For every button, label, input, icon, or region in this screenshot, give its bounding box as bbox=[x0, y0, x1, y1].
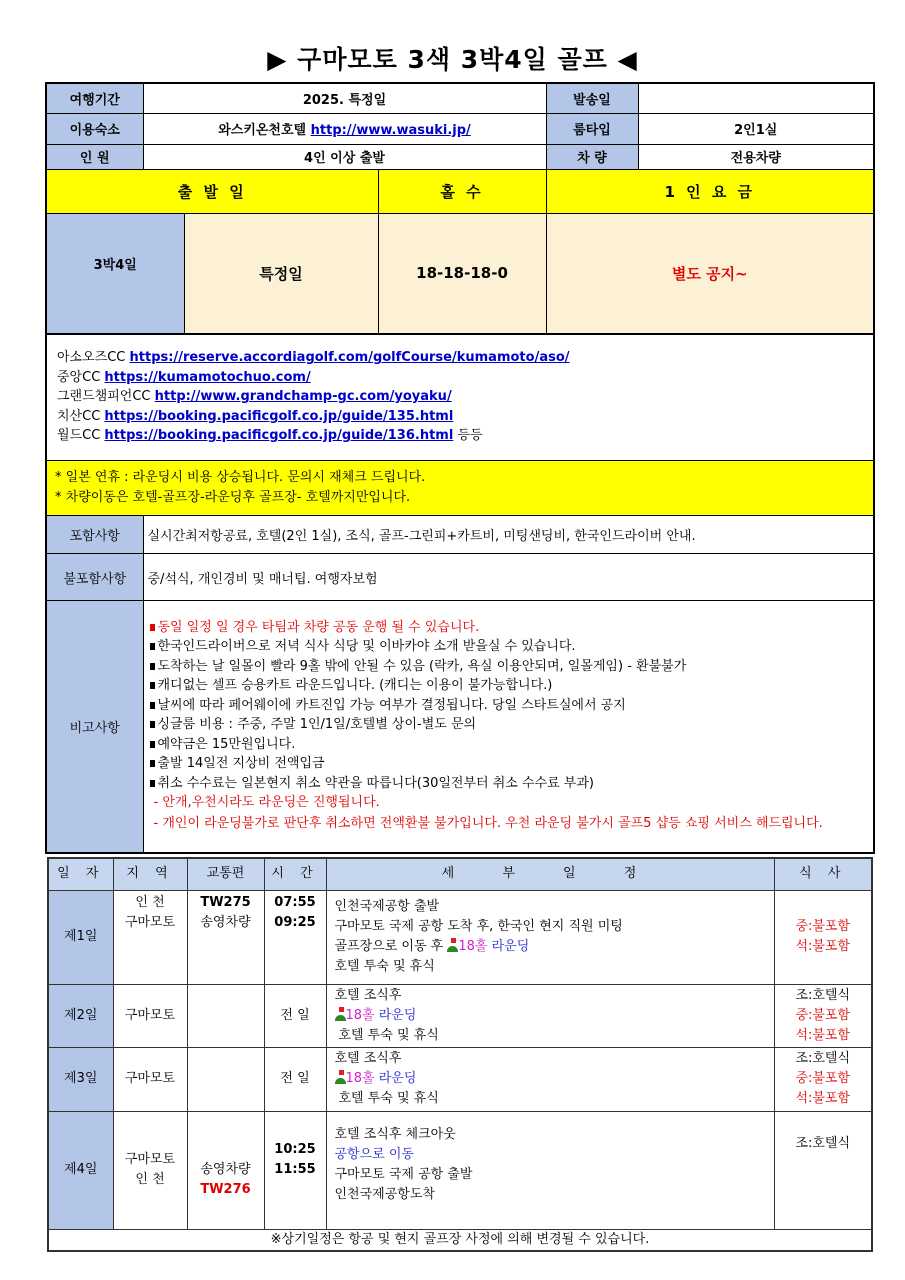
detail: 호텔 조식후 18홀 라운딩 호텔 투숙 및 휴식 bbox=[326, 984, 774, 1047]
remark-item: 캐디없는 셀프 승용카트 라운드입니다. (캐디는 이용이 불가능합니다.) bbox=[150, 676, 870, 696]
detail: 인천국제공항 출발 구마모토 국제 공항 도착 후, 한국인 현지 직원 미팅 골프장으로 이동 후 18홀 라운딩 호텔 투숙 및 휴식 bbox=[326, 890, 774, 984]
meals: 조:호텔식 중:불포함 석:불포함 bbox=[774, 984, 872, 1047]
page-title: ▶ 구마모토 3색 3박4일 골프 ◀ bbox=[267, 45, 638, 74]
schedule-row bbox=[48, 1047, 872, 1111]
schedule-row bbox=[48, 984, 872, 1047]
region: 인 천 구마모토 bbox=[113, 890, 187, 984]
transport: 송영차량 TW276 bbox=[187, 1111, 264, 1229]
holes-value: 18-18-18-0 bbox=[378, 214, 546, 334]
info-table bbox=[45, 82, 875, 171]
region: 구마모토 bbox=[113, 1047, 187, 1111]
course-link[interactable]: https://kumamotochuo.com/ bbox=[104, 369, 311, 385]
time: 전 일 bbox=[264, 984, 326, 1047]
send-value bbox=[638, 83, 874, 113]
header-transport: 교통편 bbox=[187, 858, 264, 890]
course-item: 중앙CC https://kumamotochuo.com/ bbox=[57, 369, 311, 385]
remarks-label: 비고사항 bbox=[46, 601, 143, 853]
details-table bbox=[45, 333, 875, 854]
remark-item: 동일 일정 일 경우 타팀과 차량 공동 운행 될 수 있습니다. bbox=[150, 618, 870, 638]
header-time: 시 간 bbox=[264, 858, 326, 890]
course-link[interactable]: http://www.grandchamp-gc.com/yoyaku/ bbox=[154, 389, 452, 405]
course-link[interactable]: https://booking.pacificgolf.co.jp/guide/135.html bbox=[104, 408, 454, 424]
time: 07:55 09:25 bbox=[264, 890, 326, 984]
transport bbox=[187, 984, 264, 1047]
fee-value: 별도 공지~ bbox=[546, 214, 874, 334]
schedule-footer: ※상기일정은 항공 및 현지 골프장 사정에 의해 변경될 수 있습니다. bbox=[48, 1229, 872, 1251]
fee-header: 1 인 요 금 bbox=[546, 170, 874, 214]
send-label: 발송일 bbox=[546, 83, 638, 113]
depart-date: 특정일 bbox=[184, 214, 378, 334]
detail: 호텔 조식후 체크아웃 공항으로 이동 구마모토 국제 공항 출발 인천국제공항도착 bbox=[326, 1111, 774, 1229]
header-day: 일 자 bbox=[48, 858, 113, 890]
duration: 3박4일 bbox=[46, 214, 184, 334]
meals: 중:불포함 석:불포함 bbox=[774, 890, 872, 984]
room-value: 2인1실 bbox=[638, 113, 874, 144]
remarks-list bbox=[143, 601, 874, 853]
golf-flag-icon bbox=[335, 1007, 346, 1021]
meals: 조:호텔식 bbox=[774, 1111, 872, 1229]
day-label: 제3일 bbox=[48, 1047, 113, 1111]
course-link[interactable]: https://booking.pacificgolf.co.jp/guide/136.html bbox=[104, 428, 454, 444]
hotel-label: 이용숙소 bbox=[46, 113, 143, 144]
region: 구마모토 bbox=[113, 984, 187, 1047]
hotel-link[interactable]: http://www.wasuki.jp/ bbox=[310, 123, 471, 138]
day-label: 제1일 bbox=[48, 890, 113, 984]
course-link[interactable]: https://reserve.accordiagolf.com/golfCourse/kumamoto/aso/ bbox=[129, 350, 570, 366]
period-value: 2025. 특정일 bbox=[143, 83, 546, 113]
golf-flag-icon bbox=[335, 1070, 346, 1084]
day-label: 제4일 bbox=[48, 1111, 113, 1229]
holes-header: 홀 수 bbox=[378, 170, 546, 214]
note: * 차량이동은 호텔-골프장-라운딩후 골프장- 호텔까지만입니다. bbox=[55, 490, 411, 505]
hotel-value bbox=[143, 113, 546, 144]
course-item: 그랜드챔피언CC http://www.grandchamp-gc.com/yoyaku/ bbox=[57, 389, 452, 405]
excluded-label: 불포함사항 bbox=[46, 554, 143, 601]
time: 10:25 11:55 bbox=[264, 1111, 326, 1229]
price-table bbox=[45, 169, 875, 335]
transport: TW275 송영차량 bbox=[187, 890, 264, 984]
depart-header: 출 발 일 bbox=[46, 170, 378, 214]
remark-item: 한국인드라이버으로 저녁 식사 식당 및 이바카야 소개 받을실 수 있습니다. bbox=[150, 637, 870, 657]
header-detail: 세 부 일 정 bbox=[326, 858, 774, 890]
header-meal: 식 사 bbox=[774, 858, 872, 890]
time: 전 일 bbox=[264, 1047, 326, 1111]
remark-item: 날씨에 따라 페어웨이에 카트진입 가능 여부가 결정됩니다. 당일 스타트실에서 공지 bbox=[150, 696, 870, 716]
meals: 조:호텔식 중:불포함 석:불포함 bbox=[774, 1047, 872, 1111]
people-label: 인 원 bbox=[46, 144, 143, 170]
schedule-table bbox=[47, 857, 873, 1252]
transport bbox=[187, 1047, 264, 1111]
included-text: 실시간최저항공료, 호텔(2인 1실), 조식, 골프-그린피+카트비, 미팅샌딩비, 한국인드라이버 안내. bbox=[143, 516, 874, 554]
yellow-notes bbox=[46, 461, 874, 516]
room-label: 룸타입 bbox=[546, 113, 638, 144]
period-label: 여행기간 bbox=[46, 83, 143, 113]
car-value: 전용차량 bbox=[638, 144, 874, 170]
course-item: 아소오즈CC https://reserve.accordiagolf.com/golfCourse/kumamoto/aso/ bbox=[57, 350, 570, 366]
detail: 호텔 조식후 18홀 라운딩 호텔 투숙 및 휴식 bbox=[326, 1047, 774, 1111]
included-label: 포함사항 bbox=[46, 516, 143, 554]
golf-flag-icon bbox=[447, 938, 458, 952]
red-remark: - 개인이 라운딩불가로 판단후 취소하면 전액환불 불가입니다. 우천 라운딩 불가시 골프5 샵등 쇼핑 서비스 해드립니다. bbox=[153, 815, 823, 831]
schedule-row bbox=[48, 1111, 872, 1229]
course-item: 월드CC https://booking.pacificgolf.co.jp/guide/136.html 등등 bbox=[57, 428, 483, 444]
schedule-row bbox=[48, 890, 872, 984]
remark-item: 예약금은 15만원입니다. bbox=[150, 735, 870, 755]
remark-item: 싱글룸 비용 : 주중, 주말 1인/1일/호텔별 상이-별도 문의 bbox=[150, 715, 870, 735]
car-label: 차 량 bbox=[546, 144, 638, 170]
note: * 일본 연휴 : 라운딩시 비용 상승됩니다. 문의시 재체크 드립니다. bbox=[55, 470, 426, 485]
course-item: 치산CC https://booking.pacificgolf.co.jp/guide/135.html bbox=[57, 408, 454, 424]
remark-item: 출발 14일전 지상비 전액입금 bbox=[150, 754, 870, 774]
region: 구마모토 인 천 bbox=[113, 1111, 187, 1229]
golf-course-list bbox=[46, 334, 874, 461]
header-region: 지 역 bbox=[113, 858, 187, 890]
hotel-name: 와스키온천호텔 bbox=[218, 123, 307, 138]
people-value: 4인 이상 출발 bbox=[143, 144, 546, 170]
red-remark: - 안개,우천시라도 라운딩은 진행됩니다. bbox=[153, 795, 380, 811]
remark-item: 도착하는 날 일몰이 빨라 9홀 밖에 안될 수 있음 (락카, 욕실 이용안되며, 일몰게임) - 환불불가 bbox=[150, 657, 870, 677]
remark-item: 취소 수수료는 일본현지 취소 약관을 따릅니다(30일전부터 취소 수수료 부과) bbox=[150, 774, 870, 794]
day-label: 제2일 bbox=[48, 984, 113, 1047]
excluded-text: 중/석식, 개인경비 및 매너팁. 여행자보험 bbox=[143, 554, 874, 601]
